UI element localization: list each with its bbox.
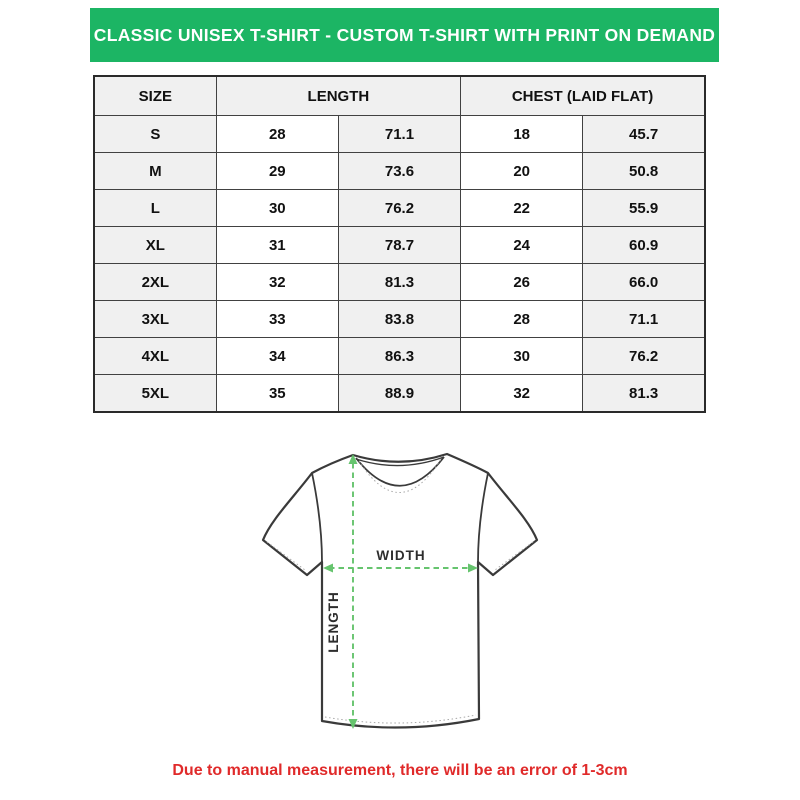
length-cm-cell: 76.2 bbox=[338, 190, 460, 227]
measurement-disclaimer: Due to manual measurement, there will be an error of 1-3cm bbox=[172, 762, 628, 779]
length-cm-cell: 88.9 bbox=[338, 375, 460, 413]
table-row bbox=[94, 227, 705, 264]
length-cm-cell: 78.7 bbox=[338, 227, 460, 264]
size-cell: S bbox=[94, 116, 216, 153]
tshirt-measurement-diagram bbox=[245, 440, 555, 750]
chest-in-cell: 24 bbox=[461, 227, 583, 264]
chest-cm-cell: 66.0 bbox=[583, 264, 705, 301]
table-row bbox=[94, 153, 705, 190]
table-row bbox=[94, 116, 705, 153]
size-cell: XL bbox=[94, 227, 216, 264]
page-title: CLASSIC UNISEX T-SHIRT - CUSTOM T-SHIRT WITH PRINT ON DEMAND bbox=[93, 24, 716, 45]
chest-cm-cell: 50.8 bbox=[583, 153, 705, 190]
size-chart-table bbox=[93, 75, 706, 413]
tshirt-outline bbox=[263, 454, 537, 728]
length-in-cell: 33 bbox=[216, 301, 338, 338]
chest-in-cell: 26 bbox=[461, 264, 583, 301]
size-cell: 3XL bbox=[94, 301, 216, 338]
chest-in-cell: 22 bbox=[461, 190, 583, 227]
chest-cm-cell: 45.7 bbox=[583, 116, 705, 153]
length-in-cell: 35 bbox=[216, 375, 338, 413]
chest-in-cell: 18 bbox=[461, 116, 583, 153]
table-row bbox=[94, 375, 705, 413]
chest-cm-cell: 60.9 bbox=[583, 227, 705, 264]
length-label: LENGTH bbox=[326, 591, 341, 653]
table-header-row bbox=[94, 76, 705, 116]
table-row bbox=[94, 264, 705, 301]
col-header-length: LENGTH bbox=[216, 76, 460, 116]
size-cell: M bbox=[94, 153, 216, 190]
chest-cm-cell: 81.3 bbox=[583, 375, 705, 413]
length-in-cell: 28 bbox=[216, 116, 338, 153]
length-cm-cell: 83.8 bbox=[338, 301, 460, 338]
chest-cm-cell: 71.1 bbox=[583, 301, 705, 338]
col-header-chest: CHEST (LAID FLAT) bbox=[461, 76, 705, 116]
length-in-cell: 31 bbox=[216, 227, 338, 264]
title-banner bbox=[90, 8, 719, 62]
length-cm-cell: 73.6 bbox=[338, 153, 460, 190]
length-in-cell: 32 bbox=[216, 264, 338, 301]
size-cell: 2XL bbox=[94, 264, 216, 301]
length-cm-cell: 86.3 bbox=[338, 338, 460, 375]
chest-cm-cell: 55.9 bbox=[583, 190, 705, 227]
chest-in-cell: 20 bbox=[461, 153, 583, 190]
chest-cm-cell: 76.2 bbox=[583, 338, 705, 375]
length-in-cell: 30 bbox=[216, 190, 338, 227]
table-row bbox=[94, 338, 705, 375]
size-cell: 4XL bbox=[94, 338, 216, 375]
size-cell: 5XL bbox=[94, 375, 216, 413]
table-row bbox=[94, 301, 705, 338]
length-cm-cell: 81.3 bbox=[338, 264, 460, 301]
chest-in-cell: 28 bbox=[461, 301, 583, 338]
chest-in-cell: 32 bbox=[461, 375, 583, 413]
length-in-cell: 29 bbox=[216, 153, 338, 190]
col-header-size: SIZE bbox=[94, 76, 216, 116]
size-cell: L bbox=[94, 190, 216, 227]
width-label: WIDTH bbox=[376, 548, 426, 563]
chest-in-cell: 30 bbox=[461, 338, 583, 375]
length-cm-cell: 71.1 bbox=[338, 116, 460, 153]
length-in-cell: 34 bbox=[216, 338, 338, 375]
table-row bbox=[94, 190, 705, 227]
